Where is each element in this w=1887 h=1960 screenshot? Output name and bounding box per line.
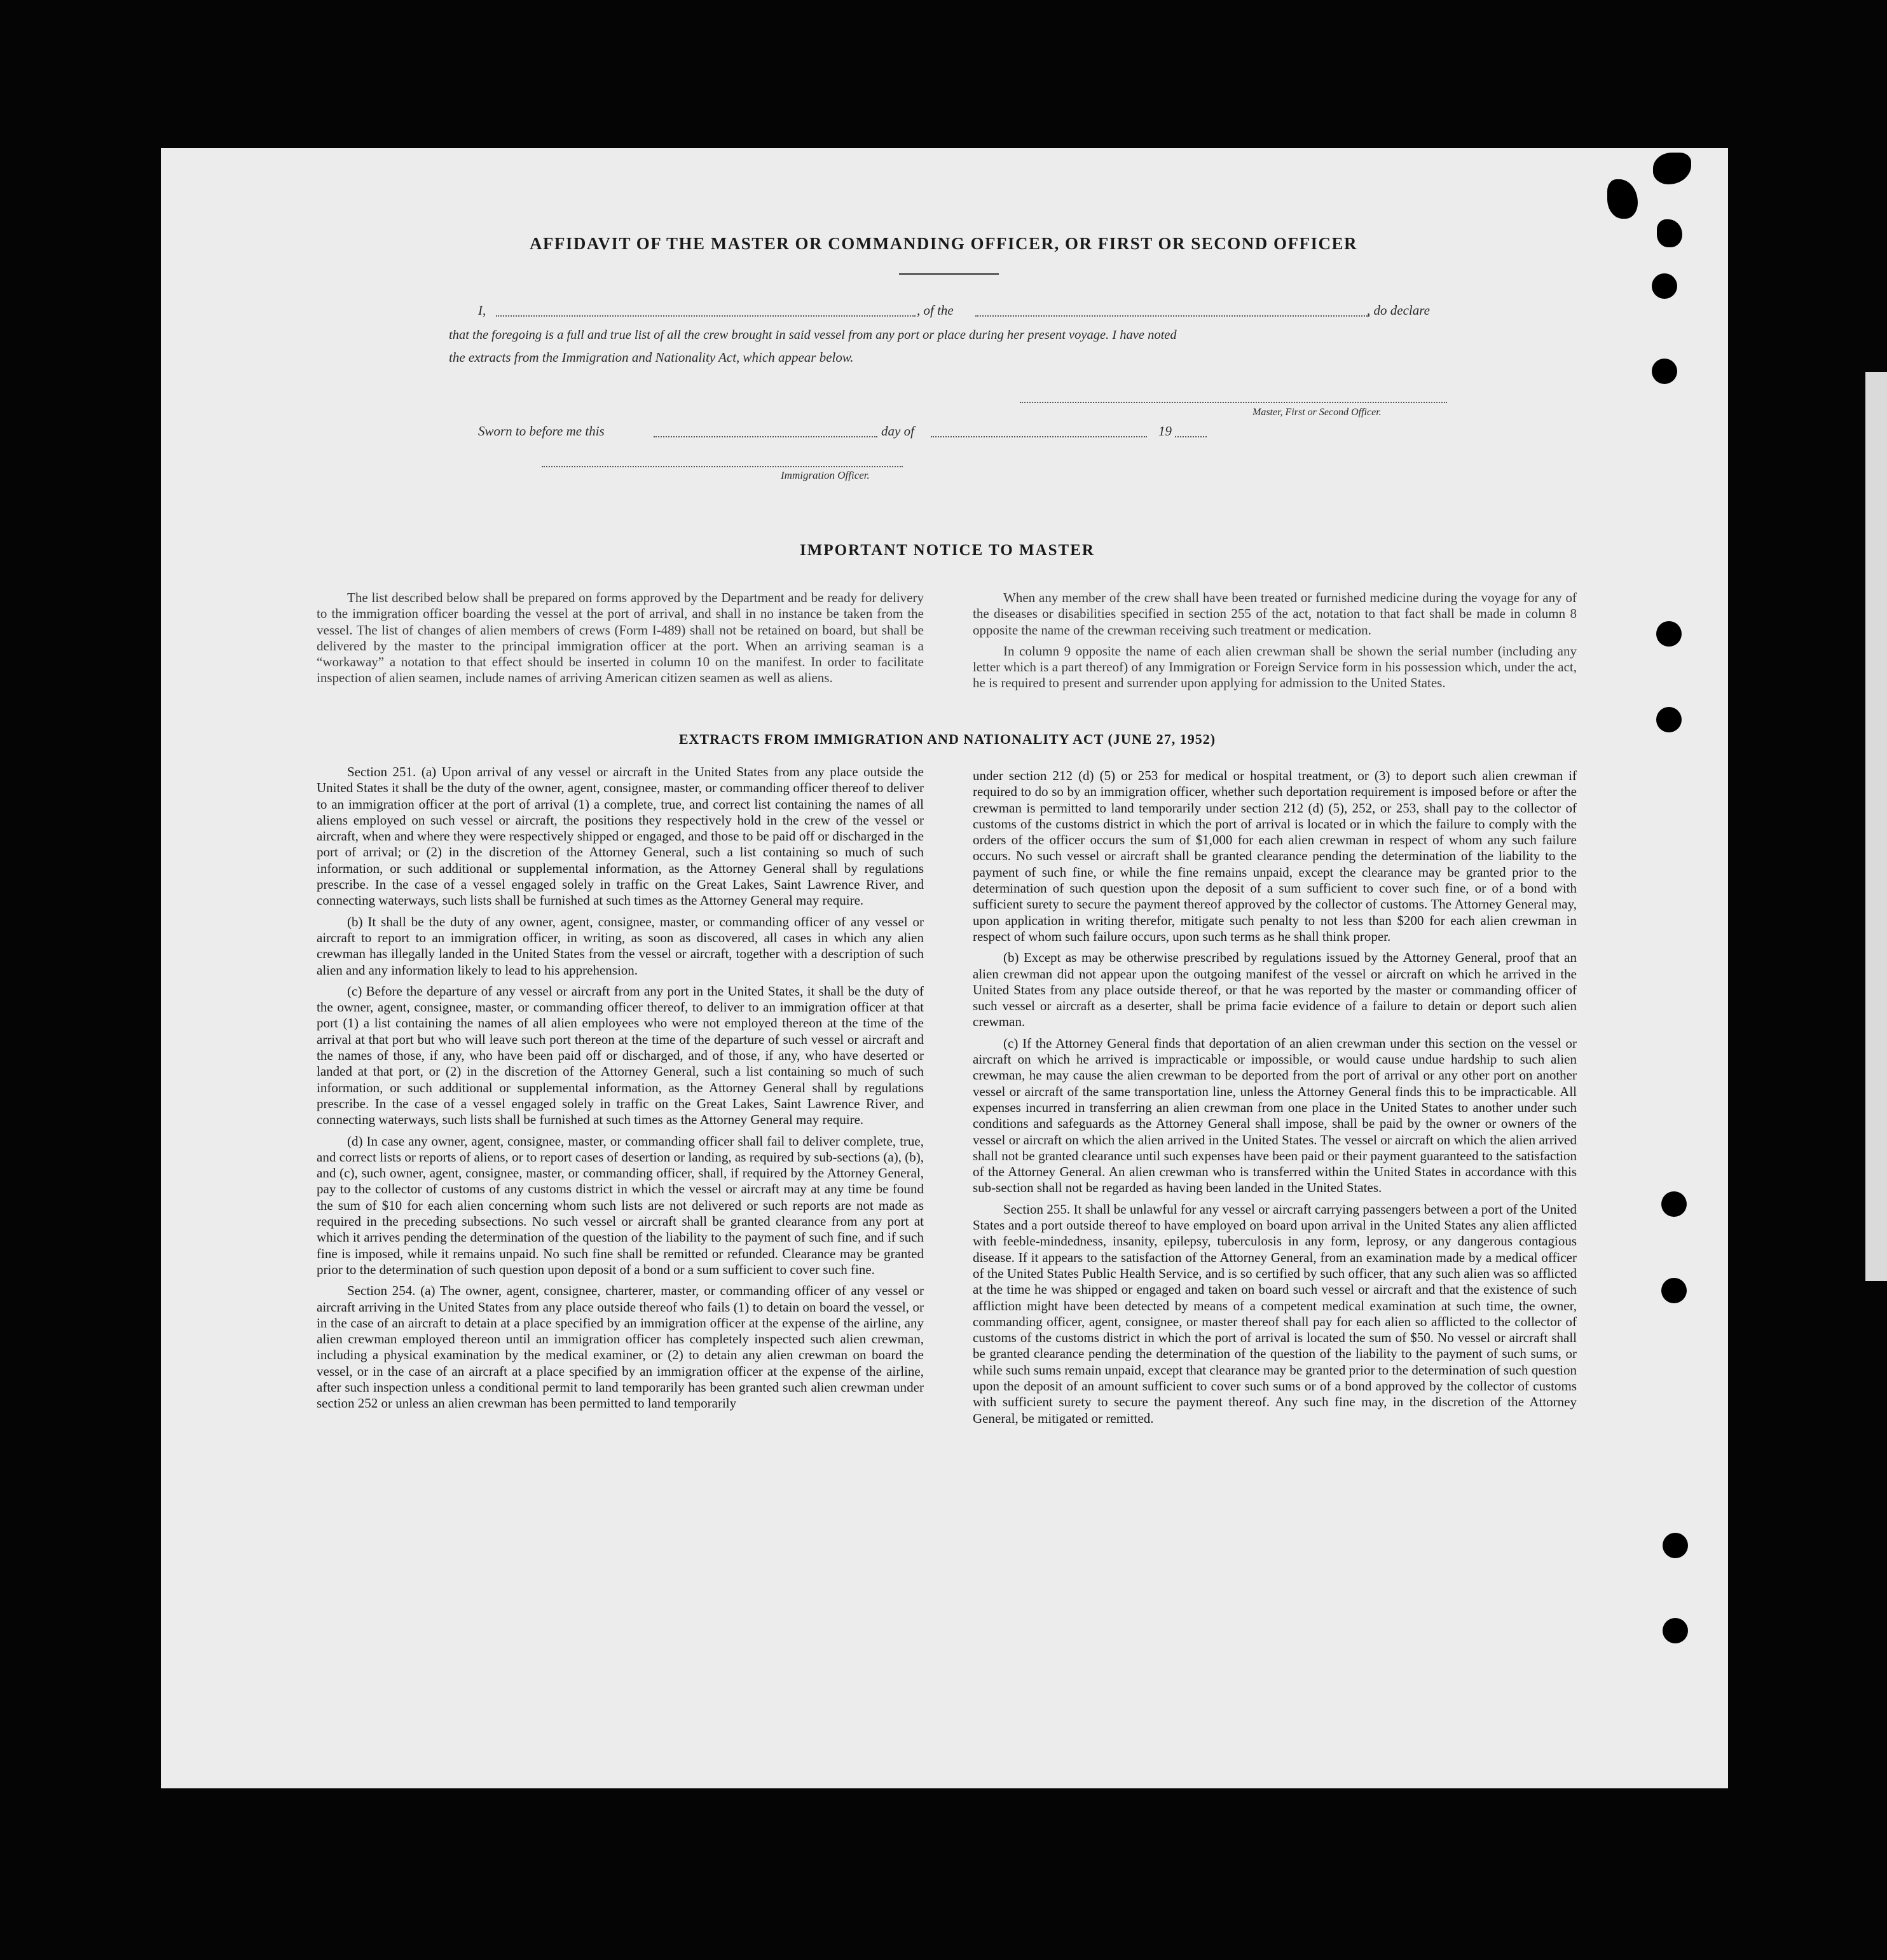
punch-hole: [1661, 1278, 1687, 1303]
statute-paragraph: (b) It shall be the duty of any owner, agent, consignee, master, or commanding officer of any vessel or aircraft to report to an immigration officer, in writing, as soon as discovered, all cases in which any alien crewman has illegally landed in the United States from the vessel or aircraft, together with a description of such alien and any information likely to lead to his apprehension.: [317, 914, 924, 978]
notice-left-column: [317, 590, 924, 687]
vessel-blank: [975, 315, 1369, 317]
officer-signature-label: Immigration Officer.: [781, 469, 870, 481]
affidavit-statement-line2: that the foregoing is a full and true list of all the crew brought in said vessel from any port or place during her present voyage. I have noted: [449, 328, 1177, 342]
notice-paragraph: In column 9 opposite the name of each alien crewman shall be shown the serial number (including any letter which is a part thereof) of any Immigration or Foreign Service form in his possession which, under the act, he is required to present and surrender upon applying for admission to the United States.: [973, 643, 1577, 691]
affidavit-title: AFFIDAVIT OF THE MASTER OR COMMANDING OFFICER, OR FIRST OR SECOND OFFICER: [529, 234, 1358, 253]
notice-title: IMPORTANT NOTICE TO MASTER: [800, 542, 1095, 559]
affidavit-declare-label: , do declare: [1367, 303, 1430, 318]
statute-paragraph: Section 254. (a) The owner, agent, consignee, charterer, master, or commanding officer of any vessel or aircraft arriving in the United States from any place outside thereof who fails (1) to detain on board the vessel, or in the case of an aircraft to detain at a place specified by an immigration officer at the expense of the airline, any alien crewman employed thereon until an immigration officer has completely inspected such alien crewman, including a physical examination by the medical examiner, or (2) to detain any alien crewman on board the vessel, or in the case of an aircraft at a place specified by an immigration officer at the expense of the airline, after such inspection unless a conditional permit to land temporarily has been granted such alien crewman under section 252 or unless an alien crewman has been permitted to land temporarily: [317, 1283, 924, 1411]
notice-right-column: [973, 590, 1577, 692]
day-of-label: day of: [881, 423, 914, 439]
affidavit-i-label: I,: [478, 303, 486, 318]
statute-paragraph: (b) Except as may be otherwise prescribed by regulations issued by the Attorney General, proof that an alien crewman did not appear upon the outgoing manifest of the vessel or aircraft on which he arrived in the United States from any place outside thereof, or that he was reported by the master or commanding officer of such vessel or aircraft as a deserter, shall be prima facie evidence of a failure to detain or deport such alien crewman.: [973, 950, 1577, 1030]
master-signature-label: Master, First or Second Officer.: [1252, 407, 1382, 418]
title-underline: [899, 273, 999, 275]
extracts-left-column: [317, 764, 924, 1412]
sworn-label: Sworn to before me this: [478, 423, 605, 439]
year-label: 19: [1158, 423, 1172, 439]
notice-paragraph: The list described below shall be prepared on forms approved by the Department and be ready for delivery to the immigration officer boarding the vessel at the port of arrival, and shall in no instance be taken from the vessel. The list of changes of alien members of crews (Form I-489) shall not be retained on board, but shall be delivered by the master to the principal immigration officer at the port. When an arriving seaman is a “workaway” a notation to that effect should be inserted in column 10 on the manifest. In order to facilitate inspection of alien seamen, include names of arriving American citizen seamen as well as aliens.: [317, 590, 924, 686]
punch-hole: [1663, 1618, 1688, 1643]
statute-paragraph: Section 255. It shall be unlawful for any vessel or aircraft carrying passengers between a port of the United States and a port outside thereof to have employed on board upon arrival in the United States any alien afflicted with feeble-mindedness, insanity, epilepsy, tuberculosis in any form, leprosy, or any dangerous contagious disease. If it appears to the satisfaction of the Attorney General, from an examination made by a medical officer of the United States Public Health Service, and is so certified by such officer, that any such alien was so afflicted at the time he was shipped or engaged and taken on board such vessel or aircraft and that the existence of such affliction might have been detected by means of a competent medical examination at such time, the owner, commanding officer, agent, consignee, or master thereof shall pay for each alien so afflicted to the collector of customs of the customs district in which the port of arrival is located the sum of $50. No vessel or aircraft shall be granted clearance pending the determination of the question of the liability to the payment of such sums, or while such sums remain unpaid, except that clearance may be granted prior to the determination of such question upon the deposit of an amount sufficient to cover such sums or of a bond approved by the collector of customs with sufficient surety to secure the payment thereof. Any such fine may, in the discretion of the Attorney General, be mitigated or remitted.: [973, 1201, 1577, 1426]
statute-paragraph: Section 251. (a) Upon arrival of any vessel or aircraft in the United States from any place outside the United States it shall be the duty of the owner, agent, consignee, master, or commanding officer thereof to deliver to an immigration officer at the port of arrival (1) a complete, true, and correct list containing the names of all aliens employed on such vessel or aircraft, the positions they respectively hold in the crew of the vessel or aircraft, when and where they were respectively shipped or engaged, and those to be paid off or discharged in the port of arrival; or (2) in the discretion of the Attorney General, such a list containing so much of such information, or such additional or supplemental information, as the Attorney General shall by regulations prescribe. In the case of a vessel engaged solely in traffic on the Great Lakes, Saint Lawrence River, and connecting waterways, such lists shall be furnished at such times as the Attorney General may require.: [317, 764, 924, 908]
punch-hole: [1656, 621, 1682, 647]
adjacent-page-edge: [1865, 372, 1887, 1281]
punch-hole: [1656, 707, 1682, 732]
extracts-right-column: [973, 768, 1577, 1427]
punch-hole: [1663, 1533, 1688, 1558]
officer-signature-blank: [542, 466, 903, 467]
master-signature-blank: [1020, 402, 1447, 403]
punch-hole: [1652, 359, 1677, 384]
statute-paragraph: (c) Before the departure of any vessel or aircraft from any port in the United States, it shall be the duty of the owner, agent, consignee, master, or commanding officer thereof, to deliver to an immigration officer at that port (1) a list containing the names of all alien employees who were not employed thereon at the time of the arrival at that port but who will leave such port thereon at the time of the departure of such vessel or aircraft and the names of those, if any, who have been paid off or discharged, and of those, if any, who have deserted or landed at that port, or (2) in the discretion of the Attorney General, such a list containing so much of such information, or such additional or supplemental information, as the Attorney General shall by regulations prescribe. In the case of a vessel engaged solely in traffic on the Great Lakes, Saint Lawrence River, and connecting waterways, such lists shall be furnished at such times as the Attorney General may require.: [317, 983, 924, 1128]
year-blank: [1175, 436, 1207, 437]
notice-paragraph: When any member of the crew shall have been treated or furnished medicine during the voyage for any of the diseases or disabilities specified in section 255 of the act, notation to that fact shall be made in column 8 opposite the name of the crewman receiving such treatment or medication.: [973, 590, 1577, 638]
statute-paragraph: (c) If the Attorney General finds that deportation of an alien crewman under this section on the vessel or aircraft on which he arrived is impracticable or impossible, or would cause undue hardship to such alien crewman, he may cause the alien crewman to be deported from the port of arrival or any other port on another vessel or aircraft of the same transportation line, unless the Attorney General finds this to be impracticable. All expenses incurred in transferring an alien crewman from one place in the United States to another under such conditions and safeguards as the Attorney General shall impose, shall be paid by the owner or owners of the vessel or aircraft on which the alien arrived in the United States. The vessel or aircraft on which the alien arrived shall not be granted clearance until such expenses have been paid or their payment guaranteed to the satisfaction of the Attorney General. An alien crewman who is transferred within the United States in accordance with this sub-section shall not be regarded as having been landed in the United States.: [973, 1035, 1577, 1196]
affidavit-statement-line3: the extracts from the Immigration and Nationality Act, which appear below.: [449, 350, 854, 365]
name-blank: [496, 315, 916, 317]
punch-hole: [1661, 1191, 1687, 1217]
affidavit-of-label: , of the: [917, 303, 954, 318]
statute-paragraph: (d) In case any owner, agent, consignee, master, or commanding officer shall fail to deliver complete, true, and correct lists or reports of aliens, or to report cases of desertion or landing, as required by sub-sections (a), (b), and (c), such owner, agent, consignee, master, or commanding officer, shall, if required by the Attorney General, pay to the collector of customs of any customs district in which the vessel or aircraft may at any time be found the sum of $10 for each alien concerning whom such lists are not delivered or such reports are not made as required in the preceding subsections. No such vessel or aircraft shall be granted clearance from any port at which it arrives pending the determination of the question of the liability to the payment of such fine, and if such fine is imposed, while it remains unpaid. No such fine shall be remitted or refunded. Clearance may be granted prior to the determination of such question upon deposit of a bond or a sum sufficient to cover such fine.: [317, 1133, 924, 1277]
sworn-date-blank: [654, 436, 877, 437]
punch-hole: [1652, 273, 1677, 299]
month-blank: [931, 436, 1147, 437]
statute-paragraph: under section 212 (d) (5) or 253 for medical or hospital treatment, or (3) to deport such alien crewman if required to do so by an immigration officer, whether such deportation requirement is imposed before or after the crewman is permitted to land temporarily under section 212 (d) (5), 252, or 253, shall pay to the collector of customs of the customs district in which the port of arrival is located or in which the failure to comply with the orders of the officer occurs the sum of $1,000 for each alien crewman in respect of whom any such failure occurs. No such vessel or aircraft shall be granted clearance pending the determination of the liability to the payment of such fine, or while the fine remains unpaid, except the clearance may be granted prior to the determination of such question upon the deposit of a sum sufficient to cover such fine, or of a bond with sufficient surety to secure the payment thereof approved by the collector of customs. The Attorney General may, upon application in writing therefor, mitigate such penalty to not less than $200 for each alien crewman in respect of whom such failure occurs, upon such terms as he shall think proper.: [973, 768, 1577, 944]
extracts-title: EXTRACTS FROM IMMIGRATION AND NATIONALITY ACT (JUNE 27, 1952): [678, 731, 1216, 747]
